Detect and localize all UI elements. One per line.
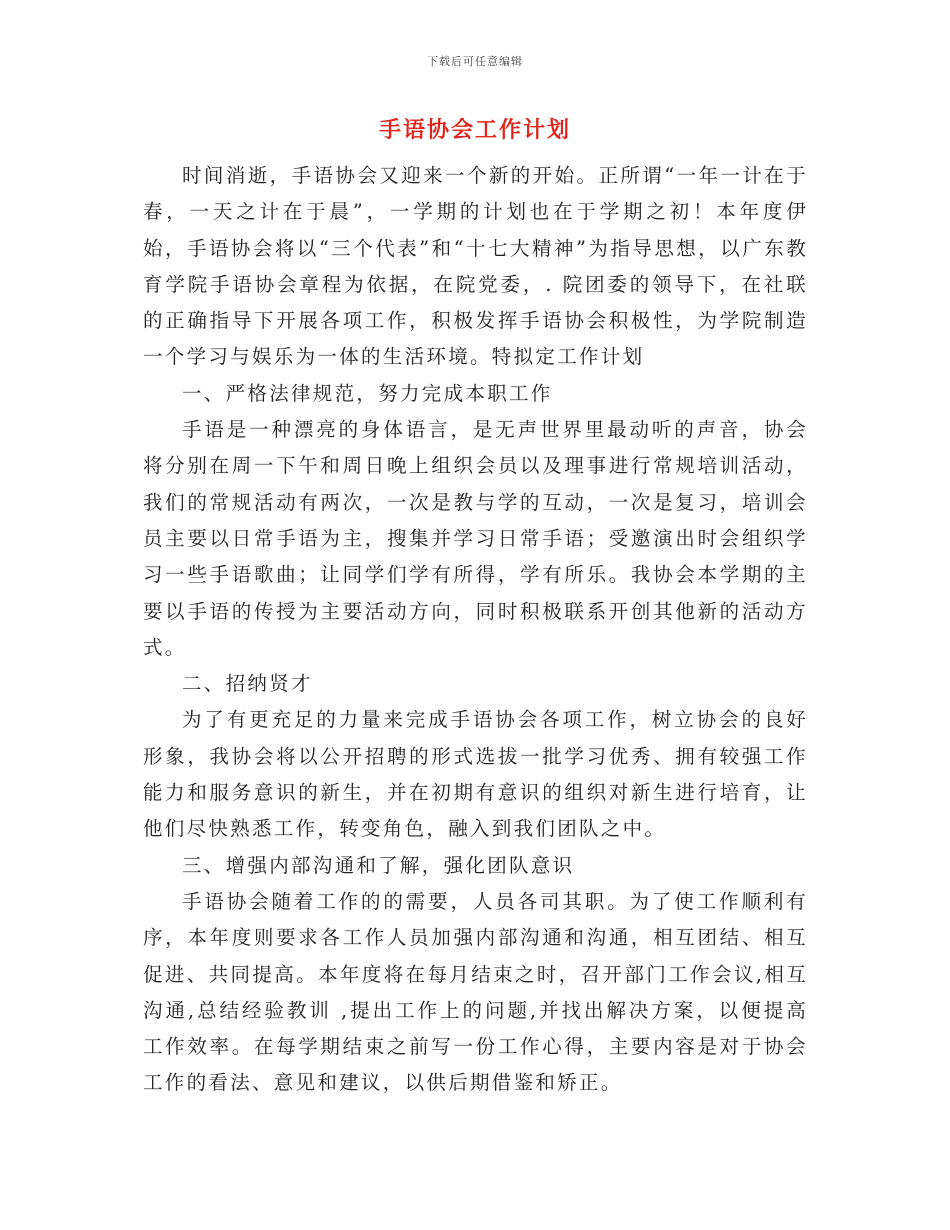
document-title: 手语协会工作计划: [378, 117, 571, 143]
section-heading-1: 一、严格法律规范，努力完成本职工作: [182, 381, 553, 405]
header-note: 下载后可任意编辑: [427, 55, 523, 68]
paragraph-intro: 时间消逝，手语协会又迎来一个新的开始。正所谓“一年一计在于春，一天之计在于晨”，一学期的计划也在于学期之初！本年度伊始，手语协会将以“三个代表”和“十七大精神”为指导思想，以广东教育学院手语协会章程为依据，在院党委，. 院团委的领导下，在社联的正确指导下开展各项工作，积极发挥手语协会积极性，为学院制造一个学习与娱乐为一体的生活环境。特拟定工作计划: [143, 164, 808, 369]
section-heading-2: 二、招纳贤才: [182, 672, 313, 696]
paragraph-section-1: 手语是一种漂亮的身体语言，是无声世界里最动听的声音，协会将分别在周一下午和周日晚上组织会员以及理事进行常规培训活动，我们的常规活动有两次，一次是教与学的互动，一次是复习，培训会员主要以日常手语为主，搜集并学习日常手语；受邀演出时会组织学习一些手语歌曲；让同学们学有所得，学有所乐。我协会本学期的主要以手语的传授为主要活动方向，同时积极联系开创其他新的活动方式。: [143, 418, 808, 659]
section-heading-3: 三、增强内部沟通和了解，强化团队意识: [182, 853, 575, 877]
paragraph-section-2: 为了有更充足的力量来完成手语协会各项工作，树立协会的良好形象，我协会将以公开招聘的形式选拔一批学习优秀、拥有较强工作能力和服务意识的新生，并在初期有意识的组织对新生进行培育，让他们尽快熟悉工作，转变角色，融入到我们团队之中。: [143, 708, 808, 841]
document-body: [143, 158, 808, 1102]
paragraph-section-3: 手语协会随着工作的的需要，人员各司其职。为了使工作顺利有序，本年度则要求各工作人员加强内部沟通和沟通，相互团结、相互促进、共同提高。本年度将在每月结束之时，召开部门工作会议,相互沟通,总结经验教训 ,提出工作上的问题,并找出解决方案，以便提高工作效率。在每学期结束之前写一份工作心得，主要内容是对于协会工作的看法、意见和建议，以供后期借鉴和矫正。: [143, 889, 808, 1095]
